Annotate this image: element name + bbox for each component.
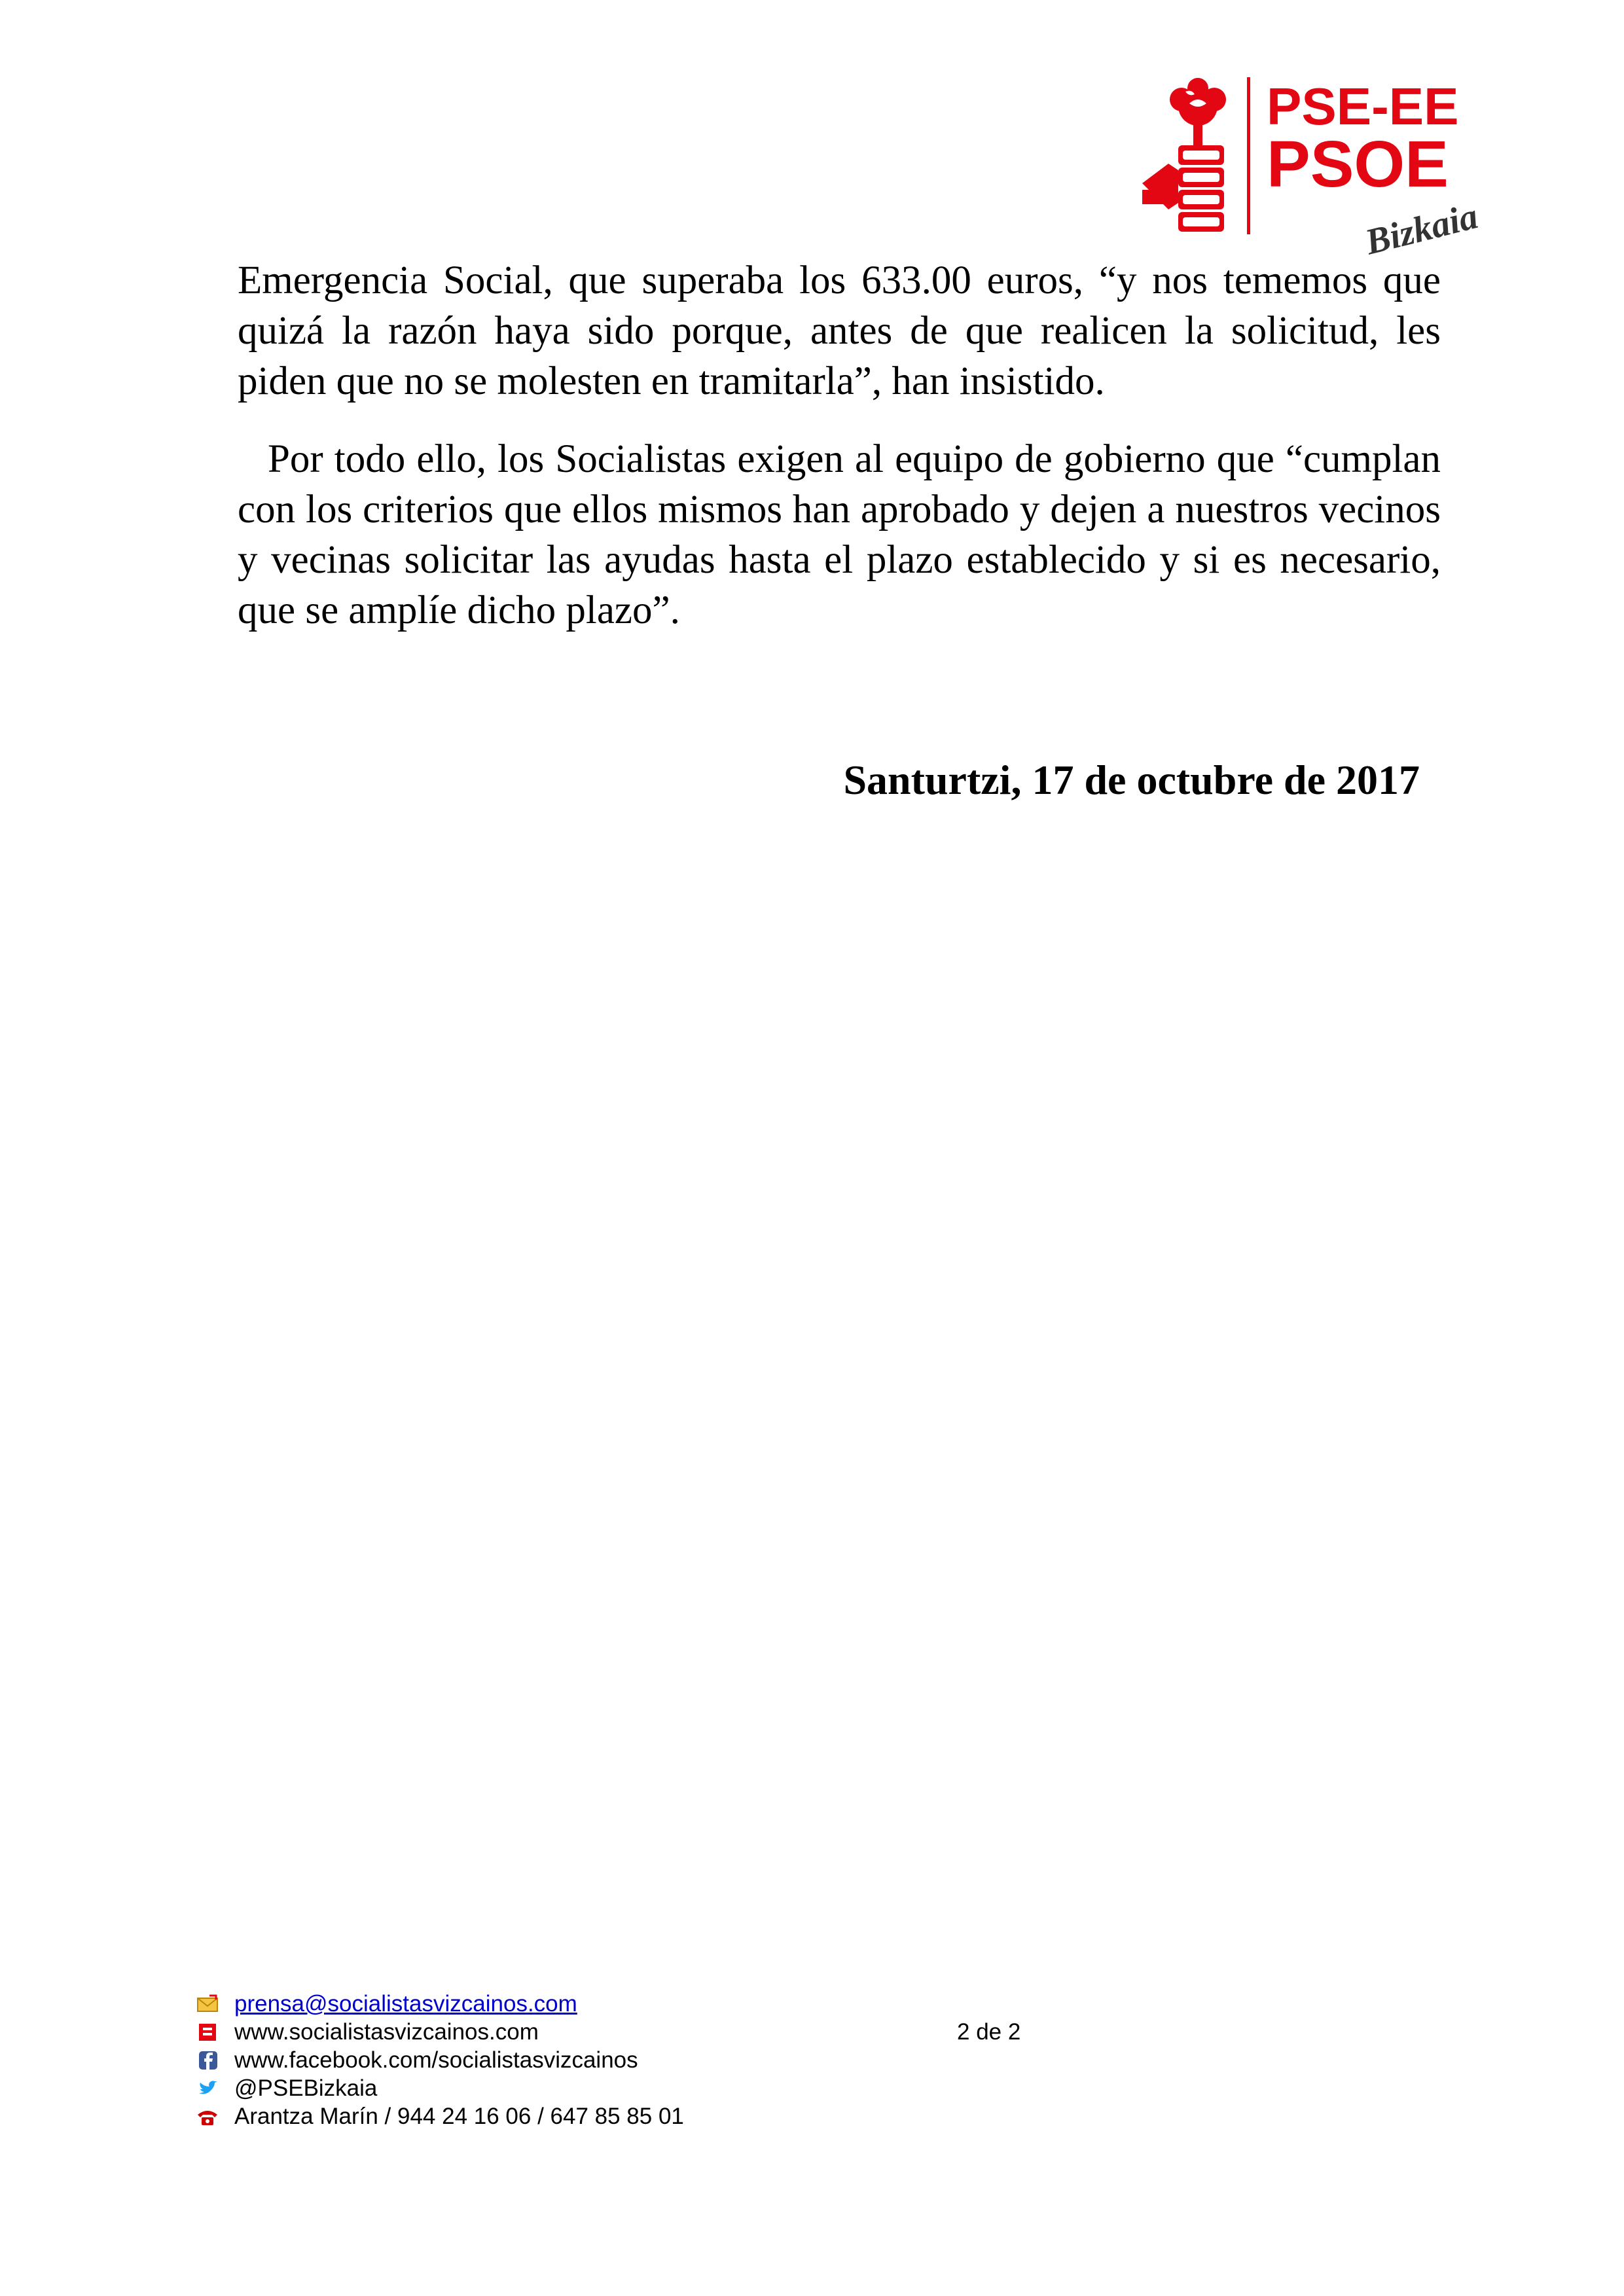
page-number: 2 de 2 (957, 2019, 1021, 2045)
rose-fist-icon (1142, 72, 1509, 268)
body-paragraph-1: Emergencia Social, que superaba los 633.00 euros, “y nos tememos que quizá la razón haya sido porque, antes de que realicen la solicitud, les piden que no se molesten en tramitarla”, han insistido. (238, 259, 1441, 403)
phone-contact: Arantza Marín / 944 24 16 06 / 647 85 85 01 (234, 2104, 684, 2129)
footer-twitter-row (196, 2074, 684, 2102)
envelope-icon (196, 1994, 219, 2014)
logo-line-2: PSOE (1267, 128, 1449, 201)
logo-line-3: Bizkaia (1361, 196, 1482, 263)
facebook-icon (196, 2051, 219, 2070)
footer-phone-row (196, 2102, 684, 2130)
website-text[interactable]: www.socialistasvizcainos.com (234, 2019, 539, 2045)
party-logo (1142, 72, 1509, 268)
footer-facebook-row (196, 2046, 684, 2074)
party-logo-icon (196, 2022, 219, 2042)
press-release-body (238, 255, 1441, 663)
twitter-icon (196, 2079, 219, 2098)
email-link[interactable]: prensa@socialistasvizcainos.com (234, 1991, 577, 2017)
facebook-text[interactable]: www.facebook.com/socialistasvizcainos (234, 2047, 638, 2073)
footer-email-row (196, 1990, 684, 2018)
footer-website-row (196, 2018, 684, 2046)
body-paragraph-2: Por todo ello, los Socialistas exigen al equipo de gobierno que “cumplan con los criterios que ellos mismos han aprobado y dejen a nuestros vecinos y vecinas solicitar las ayudas hasta el plazo establecido y si es necesario, que se amplíe dicho plazo”. (238, 437, 1441, 632)
twitter-handle[interactable]: @PSEBizkaia (234, 2075, 378, 2101)
contact-footer (196, 1990, 684, 2130)
telephone-icon (196, 2107, 219, 2126)
logo-line-1: PSE-EE (1267, 77, 1459, 135)
dateline: Santurtzi, 17 de octubre de 2017 (843, 757, 1420, 803)
